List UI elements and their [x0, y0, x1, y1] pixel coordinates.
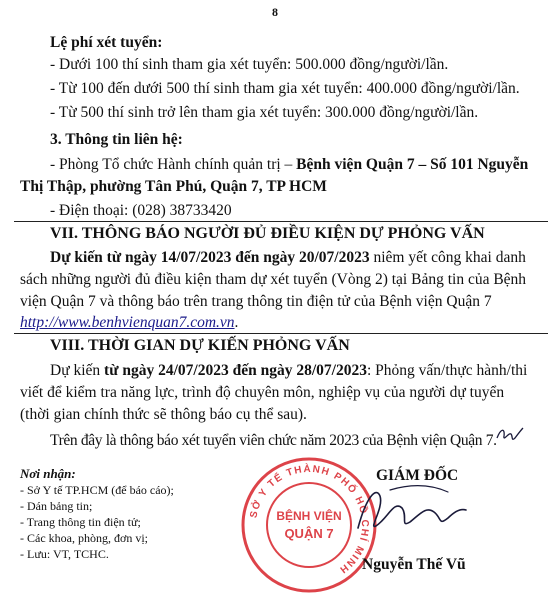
section8-line1 — [50, 361, 527, 380]
section8-dates: từ ngày 24/07/2023 đến ngày 28/07/2023 — [104, 362, 367, 379]
address-bold: Bệnh viện Quận 7 – Số 101 Nguyễn — [296, 156, 529, 173]
contact-phone: - Điện thoại: (028) 38733420 — [50, 202, 232, 219]
address-prefix: - Phòng Tổ chức Hành chính quản trị – — [50, 156, 297, 173]
contact-address-line1 — [50, 155, 528, 174]
section8-text: : Phỏng vấn/thực hành/thi — [366, 362, 528, 379]
stamp-ring-text: SỞ Y TẾ THÀNH PHỐ HỒ CHÍ MINH — [248, 463, 371, 576]
recipient-item: - Trang thông tin điện tử; — [20, 515, 141, 529]
recipients-heading: Nơi nhận: — [20, 466, 76, 481]
section-divider — [14, 221, 548, 222]
page-number: 8 — [272, 5, 278, 19]
recipient-item: - Lưu: VT, TCHC. — [20, 547, 109, 561]
section8-line2: viết để kiểm tra năng lực, trình độ chuyên môn, nghiệp vụ của người dự tuyển — [20, 384, 505, 401]
stamp-center-line2: QUẬN 7 — [284, 526, 334, 541]
section-divider — [14, 333, 548, 334]
recipient-item: - Sở Y tế TP.HCM (để báo cáo); — [20, 483, 174, 497]
section7-line4 — [20, 313, 238, 332]
fee-item: - Dưới 100 thí sinh tham gia xét tuyển: 500.000 đồng/người/lần. — [50, 56, 449, 73]
section7-line1 — [50, 248, 526, 267]
section7-line3: viện Quận 7 và thông báo trên trang thông tin điện tử của Bệnh viện Quận 7 — [20, 293, 492, 310]
handwritten-signature — [350, 478, 470, 548]
recipient-item: - Các khoa, phòng, đơn vị; — [20, 531, 148, 545]
initials-mark — [495, 424, 525, 446]
stamp-inner-ring — [267, 483, 351, 567]
contact-address-line2: Thị Thập, phường Tân Phú, Quận 7, TP HCM — [20, 178, 327, 195]
closing-paragraph: Trên đây là thông báo xét tuyển viên chức năm 2023 của Bệnh viện Quận 7. — [50, 432, 497, 449]
website-link[interactable]: http://www.benhvienquan7.com.vn — [20, 314, 235, 331]
section8-line3: (thời gian chính thức sẽ thông báo cụ thể sau). — [20, 406, 307, 423]
section7-dates: Dự kiến từ ngày 14/07/2023 đến ngày 20/07/2023 — [50, 249, 370, 266]
section8-heading: VIII. THỜI GIAN DỰ KIẾN PHỎNG VẤN — [50, 337, 350, 354]
recipient-item: - Dán bảng tin; — [20, 499, 93, 513]
contact-heading: 3. Thông tin liên hệ: — [50, 131, 183, 148]
period: . — [234, 314, 239, 331]
signer-title: GIÁM ĐỐC — [376, 467, 459, 484]
section7-text: niêm yết công khai danh — [369, 249, 526, 266]
signer-name: Nguyễn Thế Vũ — [362, 556, 466, 573]
fee-item: - Từ 500 thí sinh trở lên tham gia xét tuyển: 300.000 đồng/người/lần. — [50, 104, 479, 121]
stamp-center-line1: BỆNH VIỆN — [276, 509, 342, 523]
section7-heading: VII. THÔNG BÁO NGƯỜI ĐỦ ĐIỀU KIỆN DỰ PHỎNG VẤN — [50, 225, 485, 242]
fee-item: - Từ 100 đến dưới 500 thí sinh tham gia xét tuyển: 400.000 đồng/người/lần. — [50, 80, 520, 97]
section7-line2: sách những người đủ điều kiện tham dự xét tuyển (Vòng 2) tại Bảng tin của Bệnh — [20, 271, 527, 288]
fee-heading: Lệ phí xét tuyển: — [50, 34, 163, 51]
section8-lead: Dự kiến — [50, 362, 105, 379]
